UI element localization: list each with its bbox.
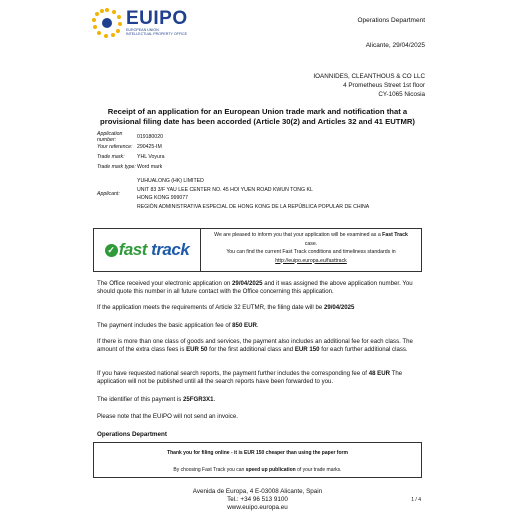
letter-title: Receipt of an application for an European Union trade mark and notification that a provisional filing date has been accorded (Article 30(2) and Articles 32 and 41 EUTMR) (100, 107, 415, 126)
logo-name: EUIPO (126, 7, 188, 29)
logo-subtitle-2: INTELLECTUAL PROPERTY OFFICE (126, 32, 188, 36)
fast-track-line2: You can find the current Fast Track conditions and timeliness standards in (226, 249, 396, 255)
fast-track-logo-track: track (151, 240, 190, 259)
header-department: Operations Department (357, 17, 425, 24)
paragraph-basic-fee: The payment includes the basic application fee of 850 EUR. (97, 322, 259, 329)
logo-subtitle-1: EUROPEAN UNION (126, 27, 159, 32)
meta-row (97, 132, 165, 142)
meta-row (97, 152, 165, 162)
meta-label: Trade mark type: (97, 164, 136, 170)
online-filing-line1: Thank you for filing online - it is EUR 150 cheaper than using the paper form (167, 450, 348, 456)
applicant-line: UNIT 83 3/F YAU LEE CENTER NO. 45 HOI YUEN ROAD KWUN TONG KL (137, 186, 313, 193)
recipient-name: IOANNIDES, CLEANTHOUS & CO LLC (313, 73, 425, 80)
footer-address: Avenida de Europa, 4 E-03008 Alicante, Spain (192, 488, 323, 495)
fast-track-logo (94, 229, 201, 271)
fast-track-box (93, 228, 422, 272)
applicant-block (97, 177, 369, 211)
applicant-label: Applicant: (97, 191, 120, 197)
letter-date: Alicante, 29/04/2025 (365, 42, 425, 49)
paragraph-payment-id: The identifier of this payment is 25FGR3X1. (97, 396, 216, 403)
application-details (97, 132, 165, 172)
meta-value: Word mark (137, 164, 163, 170)
meta-label: Application number: (97, 131, 123, 143)
meta-row (97, 162, 165, 172)
recipient-city: CY-1065 Nicosia (378, 91, 425, 98)
meta-label: Your reference: (97, 144, 133, 150)
recipient-street: 4 Prometheus Street 1st floor (343, 82, 425, 89)
applicant-line: HONG KONG 999077 (137, 195, 189, 201)
fast-track-line1: We are pleased to inform you that your application will be examined as a (214, 232, 383, 238)
paragraph-class-fees: If there is more than one class of goods and services, the payment also includes an additional fee for each class. The amount of the extra class fees is EUR 50 for the first additional class and EUR 150 for each further additional class. (97, 338, 413, 354)
paragraph-search-reports: If you have requested national search reports, the payment further includes the corresponding fee of 48 EUR The application will not be published until all the search reports have been forwarded to you. (97, 370, 403, 386)
paragraph-invoice: Please note that the EUIPO will not send an invoice. (97, 413, 238, 420)
fast-track-link[interactable]: http://euipo.europa.eu/fasttrack (275, 257, 347, 264)
online-filing-box (93, 442, 422, 478)
meta-label: Trade mark: (97, 154, 125, 160)
footer (0, 488, 515, 512)
meta-value: YHL Voyura (137, 154, 165, 160)
checkmark-icon: ✓ (105, 244, 118, 257)
footer-web[interactable]: www.euipo.europa.eu (227, 504, 288, 511)
footer-tel: Tel.: +34 96 513 9100 (227, 496, 288, 503)
paragraph-received: The Office received your electronic application on 29/04/2025 and it was assigned the above application number. You should quote this number in all future contact with the Office concerning this application. (97, 280, 413, 296)
applicant-line: REGIÓN ADMINISTRATIVA ESPECIAL DE HONG KONG DE LA REPÚBLICA POPULAR DE CHINA (137, 203, 370, 210)
meta-value: 019180020 (137, 134, 163, 140)
online-filing-line2: By choosing Fast Track you can speed up publication of your trade marks. (173, 467, 342, 473)
applicant-line: YUHUALONG (HK) LIMITED (137, 178, 204, 184)
meta-value: 290425-IM (137, 144, 162, 150)
fast-track-logo-fast: fast (118, 240, 147, 259)
meta-row (97, 142, 165, 152)
signature: Operations Department (97, 431, 167, 438)
page-number: 1 / 4 (411, 497, 421, 503)
euipo-logo (92, 8, 188, 38)
recipient-address (313, 72, 425, 99)
fast-track-bold: Fast Track (382, 232, 408, 238)
eu-stars-icon (92, 8, 122, 38)
paragraph-filing-date: If the application meets the requirements of Article 32 EUTMR, the filing date will be 29/04/2025 (97, 304, 355, 311)
fast-track-case: case. (304, 240, 318, 247)
